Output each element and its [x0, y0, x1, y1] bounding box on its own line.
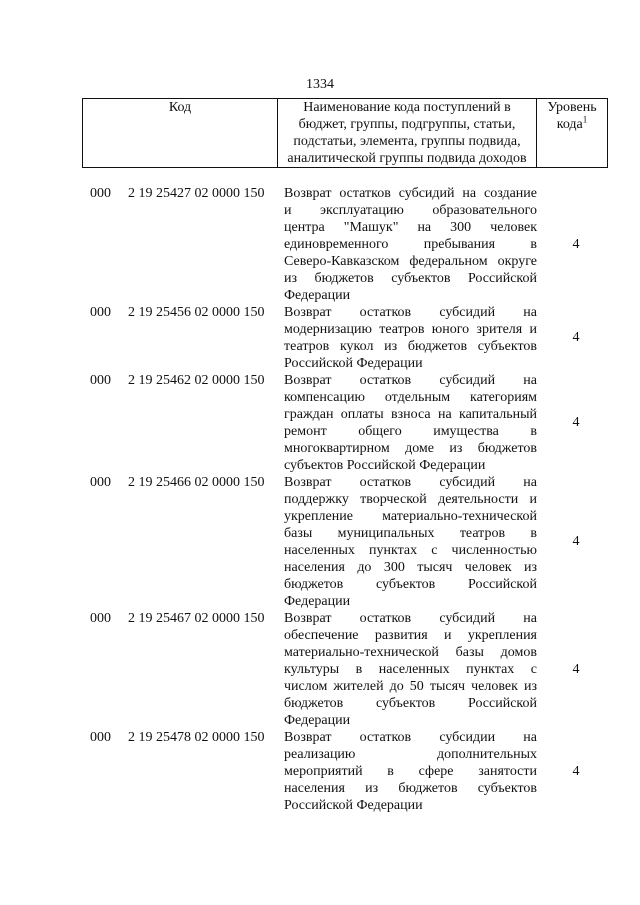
row-description-line: базы муниципальных театров в [284, 526, 537, 541]
row-description-line: Возврат остатков субсидий на [284, 611, 537, 626]
row-prefix: 000 [90, 475, 111, 490]
row-description-line: Северо-Кавказском федеральном округе [284, 254, 537, 269]
row-description-line: укрепление материально-технической [284, 509, 537, 524]
row-description-line: из бюджетов субъектов Российской [284, 271, 537, 286]
row-description-line: центра "Машук" на 300 человек [284, 220, 537, 235]
row-description [284, 474, 537, 610]
row-code: 2 19 25462 02 0000 150 [128, 373, 265, 388]
header-name [278, 99, 537, 168]
header-level-line2 [537, 116, 607, 133]
row-description-line: субъектов Российской Федерации [284, 458, 486, 473]
row-description-line: Возврат остатков субсидии на [284, 730, 537, 745]
row-description-line: театров кукол из бюджетов субъектов [284, 339, 537, 354]
row-level: 4 [572, 763, 580, 779]
row-description [284, 185, 537, 304]
table-row [0, 304, 640, 372]
header-level [537, 99, 608, 168]
row-description-line: компенсацию отдельным категориям [284, 390, 537, 405]
table-row [0, 474, 640, 610]
row-prefix: 000 [90, 730, 111, 745]
table-row [0, 610, 640, 729]
table-row [0, 372, 640, 474]
row-description-line: Возврат остатков субсидий на создание [284, 186, 537, 201]
row-prefix: 000 [90, 186, 111, 201]
table-row [0, 185, 640, 304]
row-description-line: поддержку творческой деятельности и [284, 492, 537, 507]
row-description-line: обеспечение развития и укрепления [284, 628, 537, 643]
row-description-line: Российской Федерации [284, 798, 423, 813]
row-description-line: Возврат остатков субсидий на [284, 373, 537, 388]
row-level: 4 [572, 330, 580, 345]
table-row [0, 729, 640, 814]
row-code: 2 19 25467 02 0000 150 [128, 611, 265, 626]
row-description-line: многоквартирном доме из бюджетов [284, 441, 537, 456]
header-name-line: подстатьи, элемента, группы подвида, [293, 134, 521, 149]
row-description-line: ремонт общего имущества в [284, 424, 537, 439]
row-description-line: Возврат остатков субсидий на [284, 475, 537, 490]
row-description-line: модернизацию театров юного зрителя и [284, 322, 537, 337]
row-description-line: Федерации [284, 713, 351, 728]
row-level: 4 [572, 661, 580, 677]
row-description-line: Российской Федерации [284, 356, 423, 371]
row-description-line: бюджетов субъектов Российской [284, 696, 537, 711]
row-description-line: материально-технической базы домов [284, 645, 537, 660]
row-description [284, 372, 537, 474]
header-table [82, 98, 608, 168]
row-level: 4 [572, 236, 580, 252]
row-description-line: бюджетов субъектов Российской [284, 577, 537, 592]
footnote-marker: 1 [582, 114, 588, 125]
row-description-line: Федерации [284, 594, 351, 609]
header-level-text: кода [556, 117, 583, 132]
row-code: 2 19 25427 02 0000 150 [128, 186, 265, 201]
row-description-line: Возврат остатков субсидий на [284, 305, 537, 320]
header-code: Код [83, 99, 278, 168]
row-description-line: мероприятий в сфере занятости [284, 764, 537, 779]
row-description [284, 610, 537, 729]
row-level: 4 [572, 534, 580, 549]
row-description-line: культуры в населенных пунктах с [284, 662, 537, 677]
rows-container [0, 185, 640, 814]
row-description-line: населенных пунктах с численностью [284, 543, 537, 558]
row-code: 2 19 25456 02 0000 150 [128, 305, 265, 320]
header-name-line: Наименование кода поступлений в [303, 100, 511, 115]
row-prefix: 000 [90, 373, 111, 388]
row-description-line: и эксплуатацию образовательного [284, 203, 537, 218]
row-description-line: числом жителей до 50 тысяч человек из [284, 679, 537, 694]
row-prefix: 000 [90, 305, 111, 320]
row-description-line: населения до 300 тысяч человек из [284, 560, 537, 575]
row-description-line: Федерации [284, 288, 351, 303]
row-description [284, 304, 537, 372]
header-level-line1: Уровень [547, 100, 597, 115]
header-name-line: аналитической группы подвида доходов [287, 151, 527, 166]
row-code: 2 19 25466 02 0000 150 [128, 475, 265, 490]
row-level: 4 [572, 415, 580, 430]
row-description-line: граждан оплаты взноса на капитальный [284, 407, 537, 422]
page-number: 1334 [306, 77, 334, 92]
row-description-line: единовременного пребывания в [284, 237, 537, 252]
row-description-line: населения из бюджетов субъектов [284, 781, 537, 796]
row-code: 2 19 25478 02 0000 150 [128, 730, 265, 745]
row-description [284, 729, 537, 814]
row-prefix: 000 [90, 611, 111, 626]
row-description-line: реализацию дополнительных [284, 747, 537, 762]
header-name-line: бюджет, группы, подгруппы, статьи, [298, 117, 516, 132]
